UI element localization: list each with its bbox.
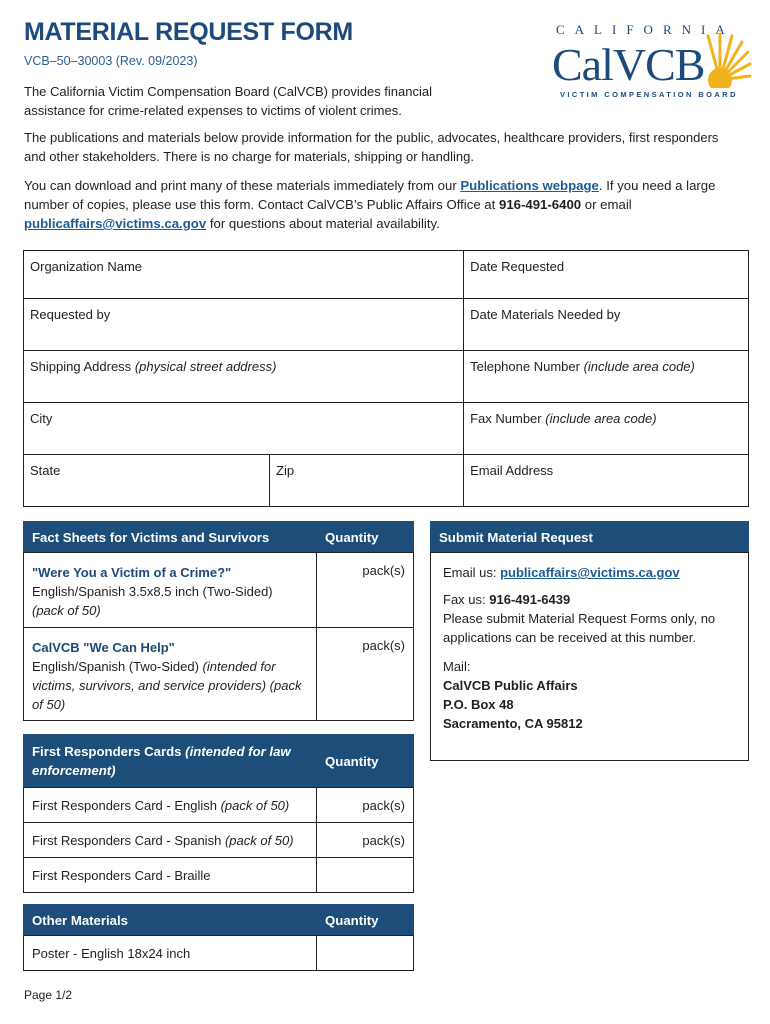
logo-main-text: CalVCB <box>552 39 705 90</box>
submit-mail-label: Mail: <box>443 659 471 674</box>
item-label: First Responders Card - Braille <box>32 867 211 883</box>
fax-note: (include area code) <box>545 411 657 426</box>
other-materials-table <box>23 904 414 971</box>
mail-line-1: CalVCB Public Affairs <box>443 678 578 693</box>
logo-top-text: CALIFORNIA <box>556 22 735 37</box>
email-field[interactable] <box>464 455 749 507</box>
quantity-input[interactable] <box>317 823 414 858</box>
logo-sub-text: VICTIM COMPENSATION BOARD <box>560 90 738 99</box>
shipping-address-note: (physical street address) <box>134 359 277 374</box>
quantity-input[interactable] <box>317 936 414 971</box>
mail-line-2: P.O. Box 48 <box>443 697 514 712</box>
intro-text: or email <box>581 197 632 212</box>
shipping-address-field[interactable] <box>24 351 464 403</box>
submit-request-body <box>431 553 749 761</box>
form-number: VCB–50–30003 (Rev. 09/2023) <box>24 54 198 68</box>
item-label: First Responders Card - Spanish <box>32 832 222 848</box>
submit-request-table <box>430 521 749 761</box>
item-label: First Responders Card - English <box>32 797 217 813</box>
organization-name-label: Organization Name <box>30 259 142 274</box>
unit-label: pack(s) <box>362 832 405 848</box>
list-item <box>24 823 317 858</box>
list-item <box>24 553 317 628</box>
zip-label: Zip <box>276 463 295 478</box>
submit-request-header: Submit Material Request <box>431 522 749 553</box>
intro-text: for questions about material availability. <box>206 216 440 231</box>
telephone-note: (include area code) <box>583 359 695 374</box>
requested-by-field[interactable] <box>24 299 464 351</box>
fax-label: Fax Number <box>470 411 542 426</box>
item-label: Poster - English 18x24 inch <box>32 945 191 961</box>
public-affairs-email-link[interactable]: publicaffairs@victims.ca.gov <box>24 216 207 231</box>
first-responders-header <box>24 735 317 788</box>
public-affairs-phone: 916-491-6400 <box>498 197 582 212</box>
list-item <box>24 858 317 893</box>
submit-email-link[interactable]: publicaffairs@victims.ca.gov <box>500 565 680 580</box>
fax-field[interactable] <box>464 403 749 455</box>
intro-paragraph-1: The California Victim Compensation Board (CalVCB) provides financial assistance for crime-related expenses to victims of violent crimes. <box>24 84 432 118</box>
unit-label: pack(s) <box>362 797 405 813</box>
sunburst-icon <box>688 24 752 88</box>
quantity-input[interactable] <box>317 858 414 893</box>
intro-text: . If you need a large number of copies, please use this form. Contact CalVCB’s Public Affairs Office at <box>24 178 716 212</box>
item-note: (intended for victims, survivors, and service providers) (pack of 50) <box>32 659 302 712</box>
item-title: "Were You a Victim of a Crime?" <box>32 565 232 580</box>
item-description: English/Spanish 3.5x8.5 inch (Two-Sided) <box>32 584 273 599</box>
city-label: City <box>30 411 53 426</box>
intro-paragraph-3 <box>24 176 754 233</box>
unit-label: pack(s) <box>362 638 405 653</box>
item-note: (pack of 50) <box>32 603 101 618</box>
calvcb-logo <box>548 18 754 106</box>
item-description: English/Spanish (Two-Sided) <box>32 659 199 674</box>
city-field[interactable] <box>24 403 464 455</box>
contact-info-table <box>23 250 749 507</box>
submit-email-label: Email us: <box>443 565 501 580</box>
quantity-input[interactable] <box>317 553 414 628</box>
requested-by-label: Requested by <box>30 307 111 322</box>
state-field[interactable] <box>24 455 270 507</box>
quantity-input[interactable] <box>317 628 414 721</box>
telephone-label: Telephone Number <box>470 359 580 374</box>
quantity-input[interactable] <box>317 788 414 823</box>
other-materials-header: Other Materials <box>24 905 317 936</box>
item-note: (pack of 50) <box>220 797 290 813</box>
quantity-header: Quantity <box>317 905 414 936</box>
email-label: Email Address <box>470 463 554 478</box>
first-responders-header-note: (intended for law enforcement) <box>32 744 291 778</box>
submit-fax-number: 916-491-6439 <box>489 592 571 607</box>
intro-text: You can download and print many of these materials immediately from our <box>24 178 461 193</box>
submit-fax-note: Please submit Material Request Forms only, no applications can be received at this number. <box>443 611 716 645</box>
list-item <box>24 628 317 721</box>
date-needed-field[interactable] <box>464 299 749 351</box>
item-title: CalVCB "We Can Help" <box>32 640 175 655</box>
fact-sheets-table <box>23 521 414 721</box>
shipping-address-label: Shipping Address <box>30 359 132 374</box>
fact-sheets-header: Fact Sheets for Victims and Survivors <box>24 522 317 553</box>
date-requested-label: Date Requested <box>470 259 565 274</box>
first-responders-header-label: First Responders Cards <box>32 744 182 759</box>
quantity-header: Quantity <box>317 735 414 788</box>
page-number: Page 1/2 <box>24 988 73 1002</box>
list-item <box>24 936 317 971</box>
quantity-header: Quantity <box>317 522 414 553</box>
mail-line-3: Sacramento, CA 95812 <box>443 716 583 731</box>
page-title: MATERIAL REQUEST FORM <box>24 18 353 46</box>
date-needed-label: Date Materials Needed by <box>470 307 621 322</box>
organization-name-field[interactable] <box>24 251 464 299</box>
zip-field[interactable] <box>270 455 464 507</box>
intro-paragraph-2: The publications and materials below provide information for the public, advocates, healthcare providers, first responders and other stakeholders. There is no charge for materials, shipping or handling. <box>24 130 719 164</box>
date-requested-field[interactable] <box>464 251 749 299</box>
state-label: State <box>30 463 61 478</box>
submit-fax-label: Fax us: <box>443 592 490 607</box>
first-responders-table <box>23 734 414 893</box>
unit-label: pack(s) <box>362 563 405 578</box>
publications-webpage-link[interactable]: Publications webpage <box>460 178 599 193</box>
item-note: (pack of 50) <box>224 832 294 848</box>
list-item <box>24 788 317 823</box>
telephone-field[interactable] <box>464 351 749 403</box>
